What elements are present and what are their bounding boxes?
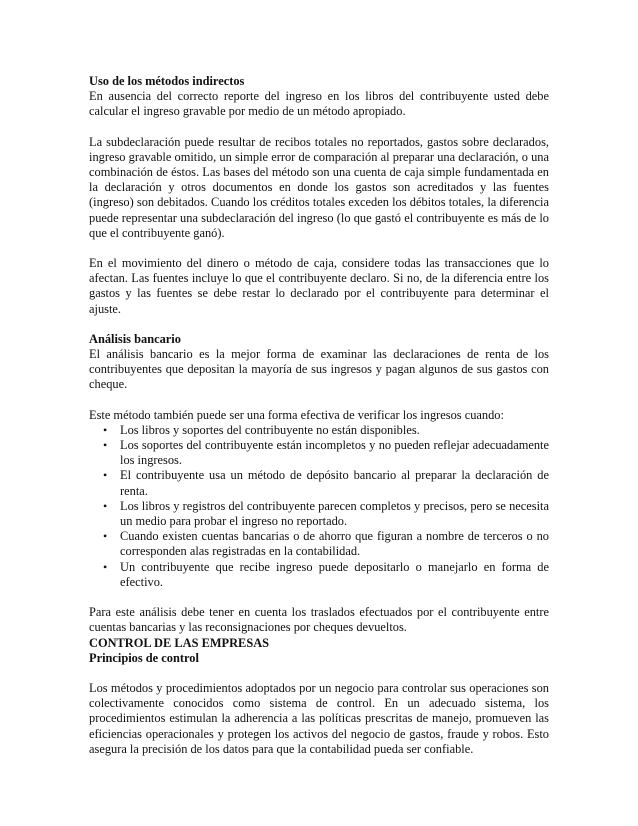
- bullet-text: Cuando existen cuentas bancarias o de ahorro que figuran a nombre de terceros o no corresponden alas registradas en la contabilidad.: [120, 529, 549, 559]
- bullet-item: [103, 422, 549, 438]
- bullet-item: [103, 498, 549, 529]
- bullet-item: [103, 468, 549, 498]
- bullet-text: Los libros y registros del contribuyente parecen completos y precisos, pero se necesita un medio para probar el ingreso no reportado.: [120, 498, 549, 529]
- bullet-icon: •: [103, 422, 108, 437]
- bank-analysis-bullet-list: [89, 423, 549, 590]
- heading-indirect-methods: Uso de los métodos indirectos: [89, 74, 245, 88]
- paragraph-control-system: Los métodos y procedimientos adoptados por un negocio para controlar sus operaciones son colectivamente conocidos como sistema de control. En un adecuado sistema, los procedimientos estimulan la adherencia a las políticas prescritas de manejo, promueven las eficiencias operacionales y protegen los activos del negocio de gastos, fraude y robos. Esto asegura la precisión de los datos para que la contabilidad pueda ser confiable.: [89, 680, 549, 756]
- bullet-icon: •: [103, 529, 108, 544]
- paragraph-bank-method-when: Este método también puede ser una forma efectiva de verificar los ingresos cuando:: [89, 407, 504, 422]
- heading-company-control: CONTROL DE LAS EMPRESAS: [89, 635, 270, 650]
- bullet-item: [103, 559, 549, 590]
- bullet-text: Un contribuyente que recibe ingreso puede depositarlo o manejarlo en forma de efectivo.: [120, 559, 549, 589]
- bullet-icon: •: [103, 559, 108, 574]
- bullet-item: [103, 438, 549, 468]
- document-page: [89, 74, 549, 772]
- paragraph-cash-method: En el movimiento del dinero o método de caja, considere todas las transacciones que lo afectan. Las fuentes incluye lo que el contribuyente declaro. Si no, de la diferencia entre los gastos y las fuentes se debe restar lo declarado por el contribuyente para determinar el ajuste.: [89, 256, 549, 316]
- paragraph-underdeclaration: La subdeclaración puede resultar de recibos totales no reportados, gastos sobre declarados, ingreso gravable omitido, un simple error de comparación al preparar una declaración, o una combinación de éstos. Las bases del método son una cuenta de caja simple fundamentada en la declaración y otros documentos en donde los gastos son acreditados y las fuentes (ingreso) son debitados. Cuando los créditos totales exceden los débitos totales, la diferencia puede representar una subdeclaración del ingreso (lo que gastó el contribuyente es más de lo que el contribuyente ganó).: [89, 134, 549, 240]
- bullet-text: El contribuyente usa un método de depósito bancario al preparar la declaración de renta.: [120, 468, 549, 498]
- paragraph-indirect-intro: En ausencia del correcto reporte del ingreso en los libros del contribuyente usted debe calcular el ingreso gravable por medio de un método apropiado.: [89, 89, 549, 119]
- bullet-icon: •: [103, 468, 108, 483]
- bullet-item: [103, 529, 549, 559]
- bullet-icon: •: [103, 498, 108, 513]
- subheading-control-principles: Principios de control: [89, 650, 199, 665]
- bullet-text: Los libros y soportes del contribuyente no están disponibles.: [120, 422, 420, 437]
- paragraph-bank-analysis-intro: El análisis bancario es la mejor forma de examinar las declaraciones de renta de los contribuyentes que depositan la mayoría de sus ingresos y pagan algunos de sus gastos con cheque.: [89, 347, 549, 392]
- paragraph-bank-transfers: Para este análisis debe tener en cuenta los traslados efectuados por el contribuyente entre cuentas bancarias y las reconsignaciones por cheques devueltos.: [89, 605, 549, 635]
- bullet-text: Los soportes del contribuyente están incompletos y no pueden reflejar adecuadamente los ingresos.: [120, 438, 549, 468]
- bullet-icon: •: [103, 438, 108, 453]
- heading-bank-analysis: Análisis bancario: [89, 331, 181, 346]
